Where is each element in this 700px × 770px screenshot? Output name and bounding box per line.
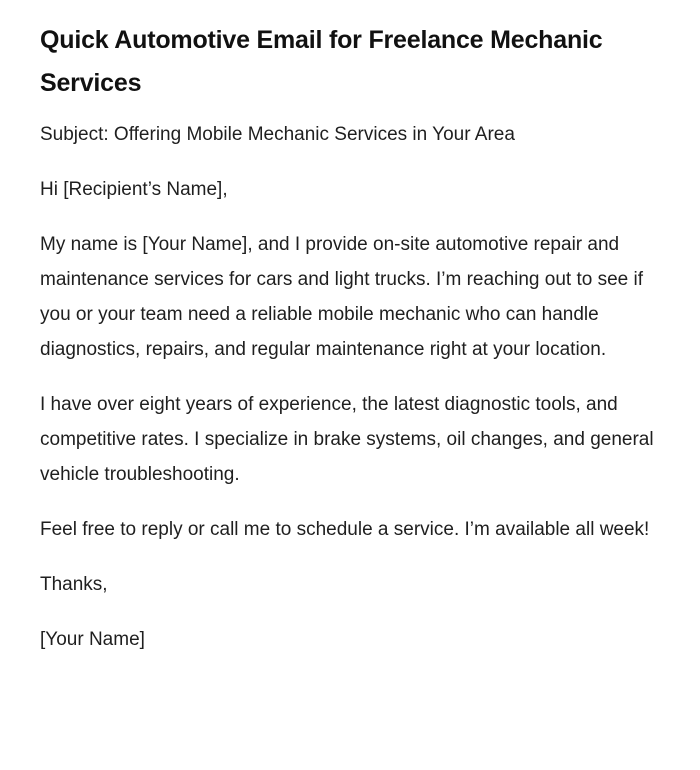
email-closing: Thanks, xyxy=(40,574,108,595)
email-greeting: Hi [Recipient’s Name], xyxy=(40,179,228,200)
email-signature: [Your Name] xyxy=(40,629,145,650)
email-subject: Subject: Offering Mobile Mechanic Services in Your Area xyxy=(40,124,515,145)
document-title: Quick Automotive Email for Freelance Mechanic Services xyxy=(40,26,603,97)
email-paragraph-experience: I have over eight years of experience, the latest diagnostic tools, and competitive rates. I specialize in brake systems, oil changes, and general vehicle troubleshooting. xyxy=(40,394,654,485)
email-paragraph-intro: My name is [Your Name], and I provide on-site automotive repair and maintenance services for cars and light trucks. I’m reaching out to see if you or your team need a reliable mobile mechanic who can handle diagnostics, repairs, and regular maintenance right at your location. xyxy=(40,234,643,360)
email-paragraph-call-to-action: Feel free to reply or call me to schedule a service. I’m available all week! xyxy=(40,519,650,540)
